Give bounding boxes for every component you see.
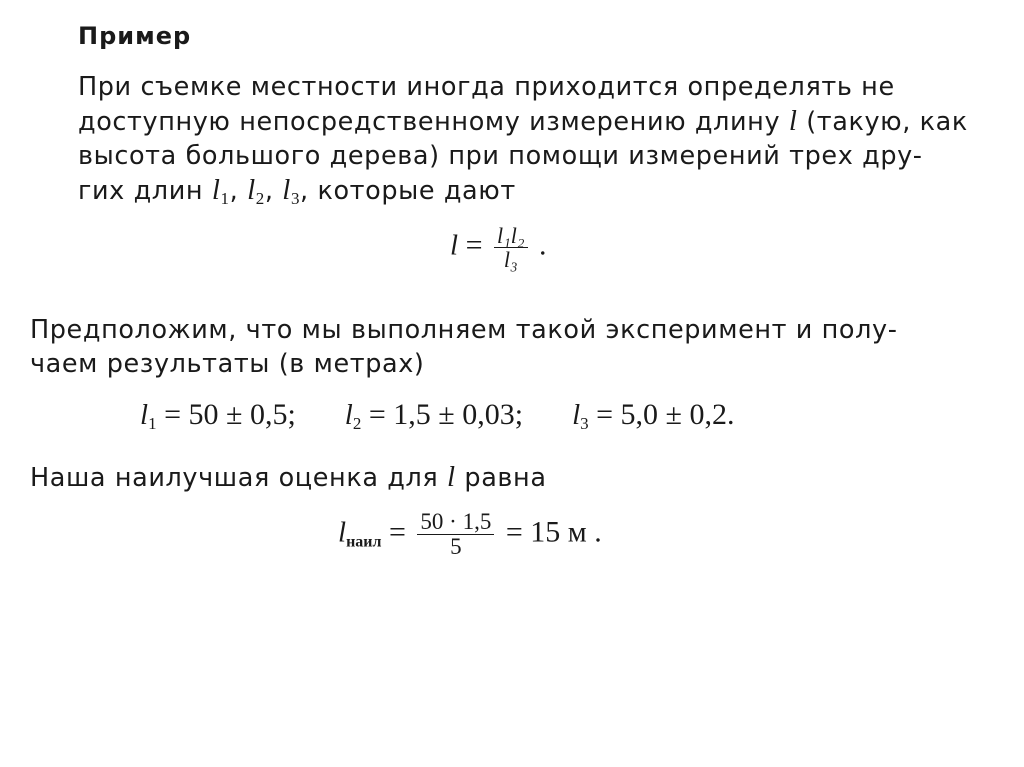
- measurement-l3: $l_3 = 5,0 \pm 0,2$.: [572, 398, 735, 433]
- intro-paragraph: [78, 70, 968, 216]
- estimate-line: Наша наилучшая оценка для l равна: [30, 461, 547, 493]
- formula-ratio-fraction: [494, 224, 528, 271]
- formula-l-equals-ratio: l = $\frac{\text{l₁l₂}}{\text{l₃}}$ .: [450, 223, 547, 273]
- assumption-line-2: чаем результаты (в метрах): [30, 349, 425, 379]
- intro-line-3: высота большого дерева) при помощи измерений трех дру-: [78, 141, 923, 171]
- best-fraction-numerator: 50 · 1,5: [417, 510, 494, 535]
- measurement-l2: $l_2 = 1,5 \pm 0,03$;: [344, 398, 524, 433]
- var-l: l: [788, 105, 798, 137]
- formula-best-estimate: $l_{наил}$ = $\frac{50 \cdot 1,5}{5}$ = 15 м .: [338, 509, 602, 560]
- fraction-numerator: l₁l₂: [494, 224, 528, 248]
- assumption-line-1: Предположим, что мы выполняем такой эксперимент и полу-: [30, 315, 898, 345]
- measurements-row: [140, 398, 735, 434]
- best-estimate-fraction: [417, 510, 494, 559]
- best-subscript: наил: [346, 533, 382, 551]
- measurement-l1: $l_1 = 50 \pm 0,5$;: [140, 398, 296, 433]
- intro-line-1: При съемке местности иногда приходится определять не: [78, 72, 895, 102]
- intro-line-2: доступную непосредственному измерению длину l (такую, как: [78, 105, 968, 137]
- fraction-denominator: l₃: [503, 247, 518, 273]
- intro-line-4: гих длин $l_1$, $l_2$, $l_3$, которые дают: [78, 174, 516, 208]
- section-heading: Пример: [78, 22, 192, 50]
- best-fraction-denominator: 5: [450, 534, 462, 560]
- estimate-paragraph: [30, 460, 547, 495]
- best-result: = 15 м .: [505, 515, 602, 549]
- assumption-paragraph: [30, 313, 898, 381]
